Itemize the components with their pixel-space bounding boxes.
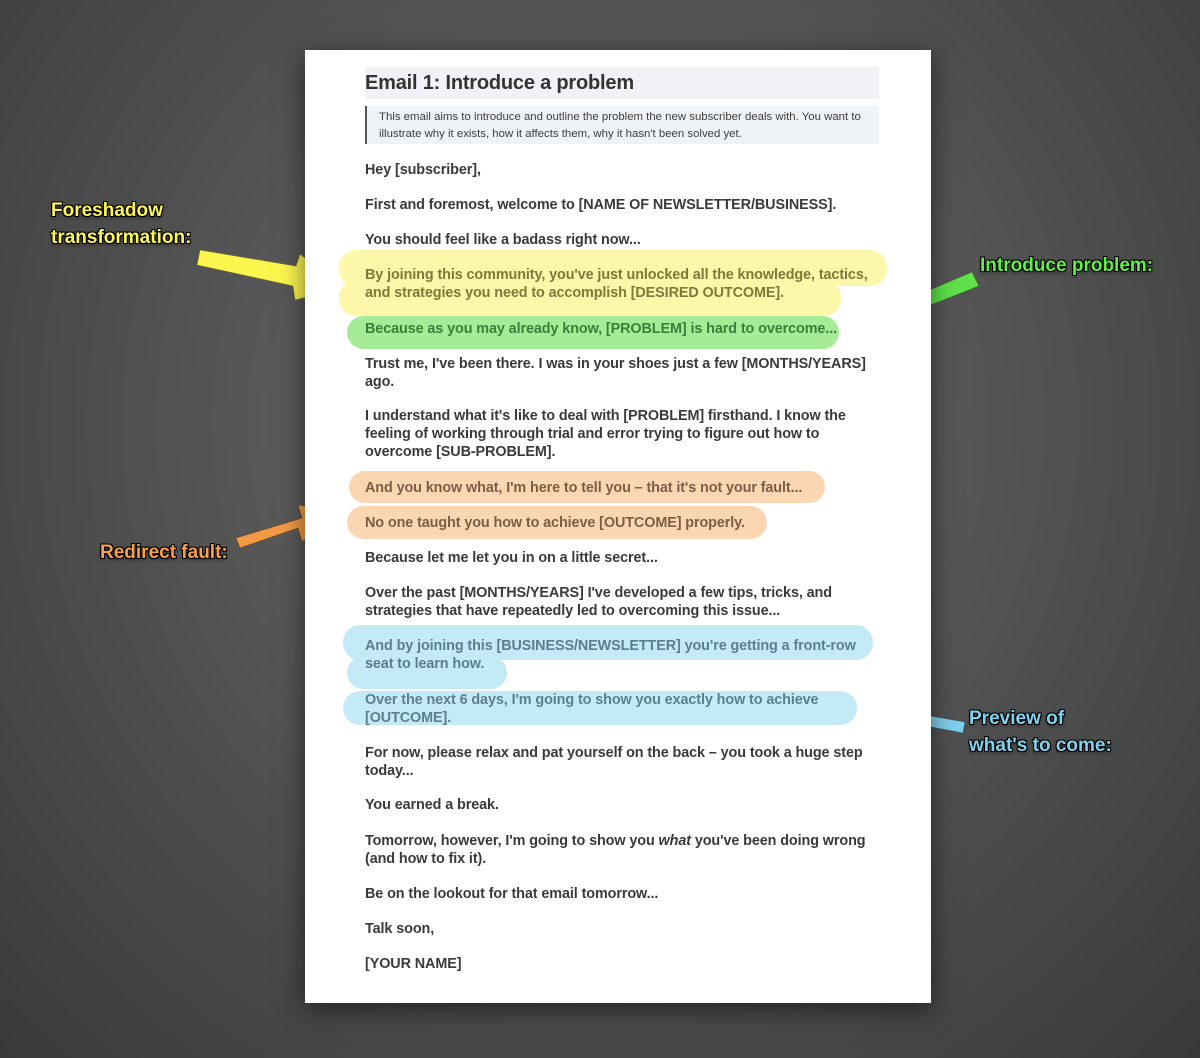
paragraph: Because let me let you in on a little secret... bbox=[365, 550, 658, 566]
emphasis-text: what bbox=[658, 833, 691, 849]
annotation-text: Foreshadow bbox=[51, 200, 163, 221]
sign-off: Talk soon, bbox=[365, 921, 435, 937]
annotation-introduce-problem bbox=[980, 252, 1153, 279]
paragraph: Over the past [MONTHS/YEARS] I've developed a few tips, tricks, and strategies that have repeatedly led to overcoming this issue... bbox=[365, 585, 832, 619]
paragraph-foreshadow: By joining this community, you've just unlocked all the knowledge, tactics, and strategies you need to accomplish [DESIRED OUTCOME]. bbox=[365, 267, 868, 301]
annotation-text: what's to come: bbox=[969, 735, 1112, 756]
annotation-preview bbox=[969, 705, 1112, 759]
annotation-text: Redirect fault: bbox=[100, 542, 228, 563]
annotation-foreshadow bbox=[51, 197, 191, 251]
annotation-redirect-fault bbox=[100, 539, 228, 566]
paragraph: For now, please relax and pat yourself on the back – you took a huge step today... bbox=[365, 745, 863, 779]
paragraph bbox=[365, 832, 879, 868]
paragraph-redirect-fault: And you know what, I'm here to tell you – that it's not your fault... bbox=[365, 480, 803, 496]
signature: [YOUR NAME] bbox=[365, 956, 462, 972]
paragraph: Be on the lookout for that email tomorrow... bbox=[365, 886, 659, 902]
paragraph: Trust me, I've been there. I was in your shoes just a few [MONTHS/YEARS] ago. bbox=[365, 356, 866, 390]
paragraph-preview: And by joining this [BUSINESS/NEWSLETTER] you're getting a front-row seat to learn how. bbox=[365, 638, 856, 672]
paragraph: You earned a break. bbox=[365, 797, 499, 813]
intro-callout: This email aims to introduce and outline the problem the new subscriber deals with. You want to illustrate why it exists, how it affects them, why it hasn't been solved yet. bbox=[365, 106, 879, 144]
annotation-text: Introduce problem: bbox=[980, 255, 1154, 276]
paragraph: You should feel like a badass right now... bbox=[365, 232, 641, 248]
paragraph-preview: Over the next 6 days, I'm going to show you exactly how to achieve [OUTCOME]. bbox=[365, 692, 819, 726]
paragraph-text: you've been doing wrong (and how to fix it). bbox=[365, 833, 866, 867]
annotation-text: Preview of bbox=[969, 708, 1065, 729]
annotation-text: transformation: bbox=[51, 227, 192, 248]
greeting: Hey [subscriber], bbox=[365, 162, 481, 178]
paragraph-redirect-fault: No one taught you how to achieve [OUTCOME] properly. bbox=[365, 515, 745, 531]
page-title: Email 1: Introduce a problem bbox=[365, 72, 634, 94]
email-document bbox=[305, 50, 931, 1003]
paragraph: First and foremost, welcome to [NAME OF NEWSLETTER/BUSINESS]. bbox=[365, 197, 837, 213]
paragraph-introduce-problem: Because as you may already know, [PROBLEM] is hard to overcome... bbox=[365, 321, 838, 337]
paragraph: I understand what it's like to deal with [PROBLEM] firsthand. I know the feeling of working through trial and error trying to figure out how to overcome [SUB-PROBLEM]. bbox=[365, 408, 846, 460]
paragraph-text: Tomorrow, however, I'm going to show you bbox=[365, 833, 659, 849]
